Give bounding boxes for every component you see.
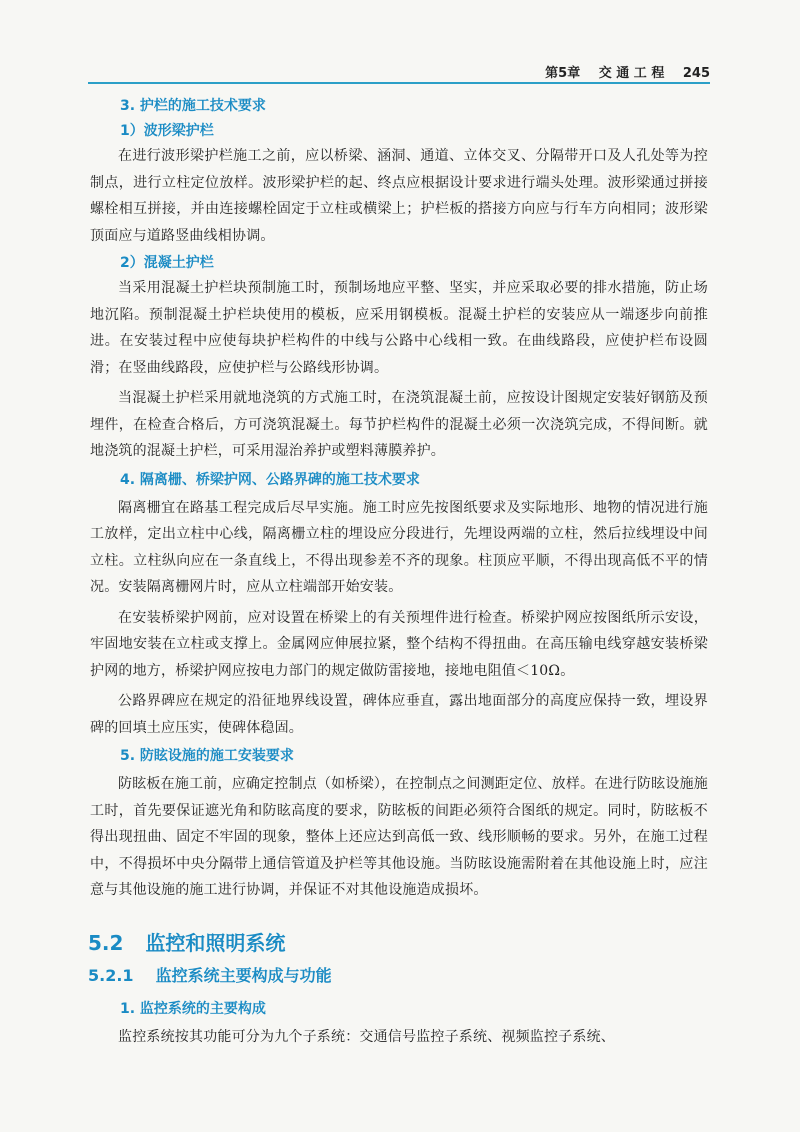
- page-number: 245: [682, 66, 710, 81]
- chapter-title: 交 通 工 程: [598, 66, 665, 81]
- subsection-number: 5.2.1: [88, 965, 134, 985]
- paragraph-boundary-marker: 公路界碑应在规定的沿征地界线设置，碑体应垂直，露出地面部分的高度应保持一致，埋设界碑的回填土应压实，使碑体稳固。: [90, 693, 708, 736]
- paragraph-wave-beam: 在进行波形梁护栏施工之前，应以桥梁、涵洞、通道、立体交叉、分隔带开口及人孔处等为控制点，进行立柱定位放样。波形梁护栏的起、终点应根据设计要求进行端头处理。波形梁通过拼接螺栓相互拼接，并由连接螺栓固定于立柱或横梁上；护栏板的搭接方向应与行车方向相同；波形梁顶面应与道路竖曲线相协调。: [90, 148, 708, 244]
- paragraph-concrete-cast-in-place: 当混凝土护栏采用就地浇筑的方式施工时，在浇筑混凝土前，应按设计图规定安装好钢筋及预埋件，在检查合格后，方可浇筑混凝土。每节护栏构件的混凝土必须一次浇筑完成，不得间断。就地浇筑的混凝土护栏，可采用湿治养护或塑料薄膜养护。: [90, 390, 708, 459]
- paragraph-concrete-precast: 当采用混凝土护栏块预制施工时，预制场地应平整、坚实，并应采取必要的排水措施，防止场地沉陷。预制混凝土护栏块使用的模板，应采用钢模板。混凝土护栏的安装应从一端逐步向前推进。在安装过程中应使每块护栏构件的中线与公路中心线相一致。在曲线路段，应使护栏布设圆滑；在竖曲线路段，应使护栏与公路线形协调。: [90, 280, 708, 376]
- section-title: 监控和照明系统: [145, 930, 286, 955]
- page-body: [90, 95, 708, 1054]
- subsection-title: 监控系统主要构成与功能: [155, 965, 332, 985]
- heading-monitor-composition: 1. 监控系统的主要构成: [120, 1000, 266, 1017]
- section-heading: [88, 928, 708, 958]
- subsection-heading: [88, 964, 708, 988]
- paragraph-monitor: 监控系统按其功能可分为九个子系统：交通信号监控子系统、视频监控子系统、: [118, 1028, 615, 1045]
- heading-guardrail: 3. 护栏的施工技术要求: [120, 98, 266, 114]
- heading-fence-net-marker: 4. 隔离栅、桥梁护网、公路界碑的施工技术要求: [120, 471, 420, 488]
- heading-wave-beam-guardrail: 1）波形梁护栏: [120, 123, 214, 139]
- chapter-number: 第5章: [545, 66, 581, 81]
- heading-concrete-guardrail: 2）混凝土护栏: [120, 255, 214, 271]
- paragraph-anti-glare: 防眩板在施工前，应确定控制点（如桥梁），在控制点之间测距定位、放样。在进行防眩设施施工时，首先要保证遮光角和防眩高度的要求，防眩板的间距必须符合图纸的规定。同时，防眩板不得出现扭曲、固定不牢固的现象，整体上还应达到高低一致、线形顺畅的要求。另外，在施工过程中，不得损坏中央分隔带上通信管道及护栏等其他设施。当防眩设施需附着在其他设施上时，应注意与其他设施的施工进行协调，并保证不对其他设施造成损坏。: [90, 776, 708, 898]
- heading-anti-glare: 5. 防眩设施的施工安装要求: [120, 748, 294, 764]
- paragraph-isolation-fence: 隔离栅宜在路基工程完成后尽早实施。施工时应先按图纸要求及实际地形、地物的情况进行施工放样，定出立柱中心线，隔离栅立柱的埋设应分段进行，先埋设两端的立柱，然后拉线埋设中间立柱。立柱纵向应在一条直线上，不得出现参差不齐的现象。柱顶应平顺，不得出现高低不平的情况。安装隔离栅网片时，应从立柱端部开始安装。: [90, 499, 708, 595]
- page-header: [88, 62, 710, 84]
- section-number: 5.2: [88, 930, 124, 955]
- paragraph-bridge-net: 在安装桥梁护网前，应对设置在桥梁上的有关预埋件进行检查。桥梁护网应按图纸所示安设，牢固地安装在立柱或支撑上。金属网应伸展拉紧，整个结构不得扭曲。在高压输电线穿越安装桥梁护网的地方，桥梁护网应按电力部门的规定做防雷接地，接地电阻值＜10Ω。: [90, 609, 708, 679]
